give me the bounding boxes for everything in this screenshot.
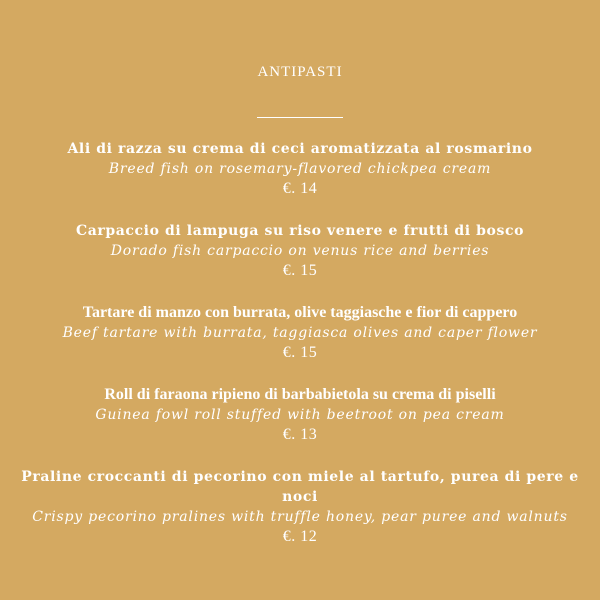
item-name: Praline croccanti di pecorino con miele al tartufo, purea di pere e noci [21, 469, 579, 505]
item-description: Dorado fish carpaccio on venus rice and berries [110, 243, 490, 259]
section-title: ANTIPASTI [257, 64, 343, 80]
menu-item [0, 385, 600, 445]
menu-item [0, 139, 600, 199]
menu-item [0, 303, 600, 363]
item-name: Roll di faraona ripieno di barbabietola su crema di piselli [104, 386, 496, 403]
item-name: Carpaccio di lampuga su riso venere e frutti di bosco [75, 223, 525, 239]
item-name: Tartare di manzo con burrata, olive taggiasche e fior di cappero [82, 304, 518, 321]
item-description: Breed fish on rosemary-flavored chickpea cream [108, 161, 492, 177]
item-description: Crispy pecorino pralines with truffle honey, pear puree and walnuts [32, 509, 568, 525]
item-price: €. 14 [282, 180, 318, 197]
item-price: €. 15 [282, 344, 318, 361]
menu-items-list [0, 139, 600, 569]
item-price: €. 13 [282, 426, 318, 443]
menu-item [0, 467, 600, 547]
item-description: Guinea fowl roll stuffed with beetroot on pea cream [95, 407, 505, 423]
item-price: €. 15 [282, 262, 318, 279]
item-name: Ali di razza su crema di ceci aromatizzata al rosmarino [67, 141, 533, 157]
item-price: €. 12 [282, 528, 318, 545]
item-description: Beef tartare with burrata, taggiasca olives and caper flower [62, 325, 538, 341]
title-divider [257, 117, 343, 118]
menu-item [0, 221, 600, 281]
